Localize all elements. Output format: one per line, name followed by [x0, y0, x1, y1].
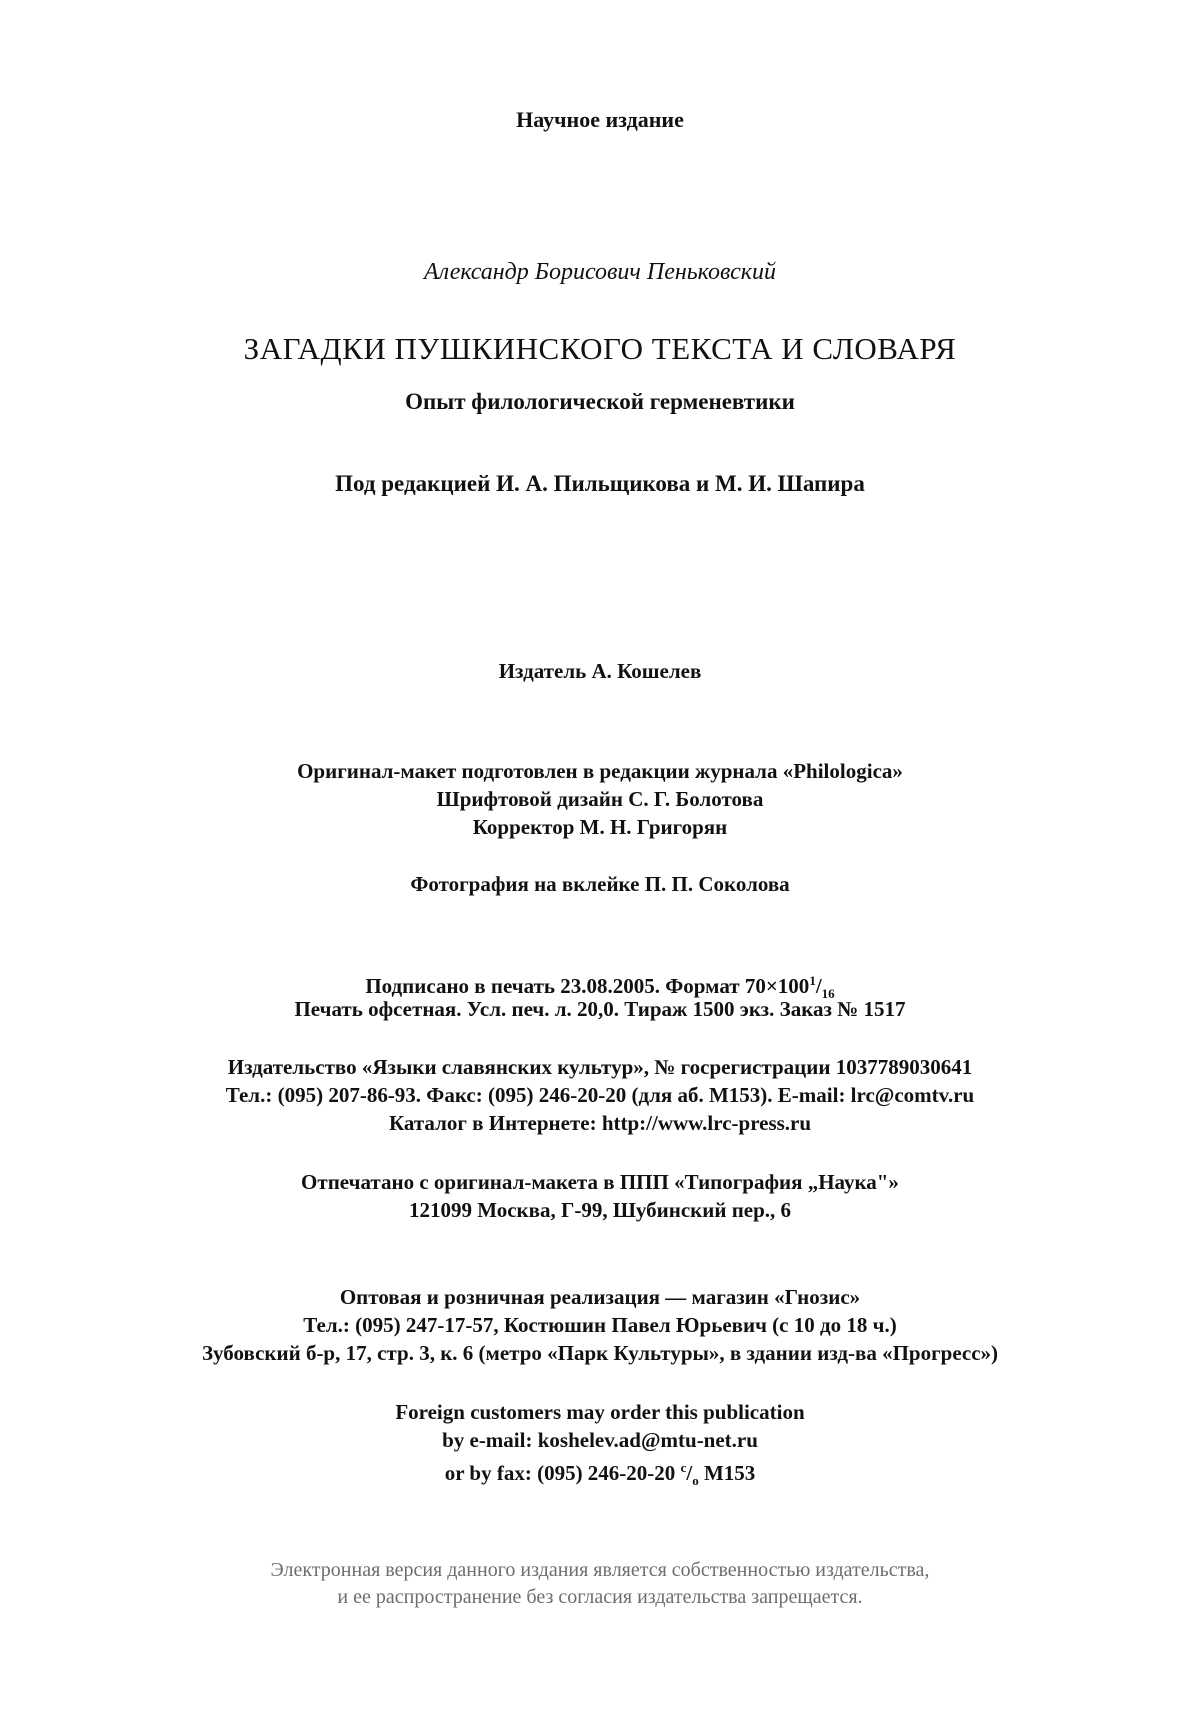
catalog-line: Каталог в Интернете: http://www.lrc-press.ru — [388, 1111, 812, 1135]
foreign-fax-text: or by fax: (095) 246-20-20 — [444, 1461, 681, 1485]
foreign-email-line: by e-mail: koshelev.ad@mtu-net.ru — [442, 1428, 758, 1452]
format-fraction-numerator: 1 — [809, 973, 816, 988]
book-subtitle: Опыт филологической герменевтики — [405, 389, 795, 414]
publishing-house-line: Издательство «Языки славянских культур», № госрегистрации 1037789030641 — [227, 1055, 973, 1079]
print-info-line: Подписано в печать 23.08.2005. Формат $70\times 100^1/_{16}$ — [365, 973, 835, 1002]
publishing-contacts-line: Тел.: (095) 207-86-93. Факс: (095) 246-20-20 (для аб. М153). E-mail: lrc@comtv.ru — [225, 1083, 975, 1107]
author-name: Александр Борисович Пеньковский — [424, 259, 776, 285]
photo-credit: Фотография на вклейке П. П. Соколова — [410, 872, 790, 896]
care-of-c: c — [680, 1460, 687, 1475]
notice-line: и ее распространение без согласия издательства запрещается. — [337, 1586, 863, 1608]
foreign-line: Foreign customers may order this publication — [395, 1400, 805, 1424]
credit-line: Корректор М. Н. Григорян — [472, 815, 728, 839]
print-info-line: Печать офсетная. Усл. печ. л. 20,0. Тираж 1500 экз. Заказ № 1517 — [294, 997, 906, 1021]
editors-line: Под редакцией И. А. Пильщикова и М. И. Шапира — [335, 471, 865, 496]
care-of-o: o — [692, 1473, 699, 1489]
edition-type: Научное издание — [516, 107, 684, 132]
book-title: ЗАГАДКИ ПУШКИНСКОГО ТЕКСТА И СЛОВАРЯ — [243, 331, 957, 366]
sales-line: Оптовая и розничная реализация — магазин «Гнозис» — [339, 1285, 861, 1309]
credit-line: Оригинал-макет подготовлен в редакции журнала «Philologica» — [297, 759, 903, 783]
credit-line: Шрифтовой дизайн С. Г. Болотова — [436, 787, 764, 811]
foreign-fax-line: or by fax: (095) 246-20-20 $^c/_o$ M153 — [444, 1460, 756, 1489]
format-fraction-denominator: 16 — [821, 986, 835, 1002]
foreign-fax-box: M153 — [703, 1461, 756, 1485]
print-info-text: Подписано в печать 23.08.2005. Формат 70×100 — [365, 974, 810, 998]
printer-address-line: 121099 Москва, Г-99, Шубинский пер., 6 — [408, 1198, 792, 1222]
notice-line: Электронная версия данного издания является собственностью издательства, — [270, 1559, 930, 1581]
printed-by-line: Отпечатано с оригинал-макета в ППП «Типография „Наука"» — [301, 1170, 899, 1194]
sales-phone-line: Тел.: (095) 247-17-57, Костюшин Павел Юрьевич (с 10 до 18 ч.) — [303, 1313, 897, 1337]
sales-address-line: Зубовский б-р, 17, стр. 3, к. 6 (метро «Парк Культуры», в здании изд-ва «Прогресс») — [201, 1341, 999, 1365]
publisher-line: Издатель А. Кошелев — [498, 659, 702, 683]
